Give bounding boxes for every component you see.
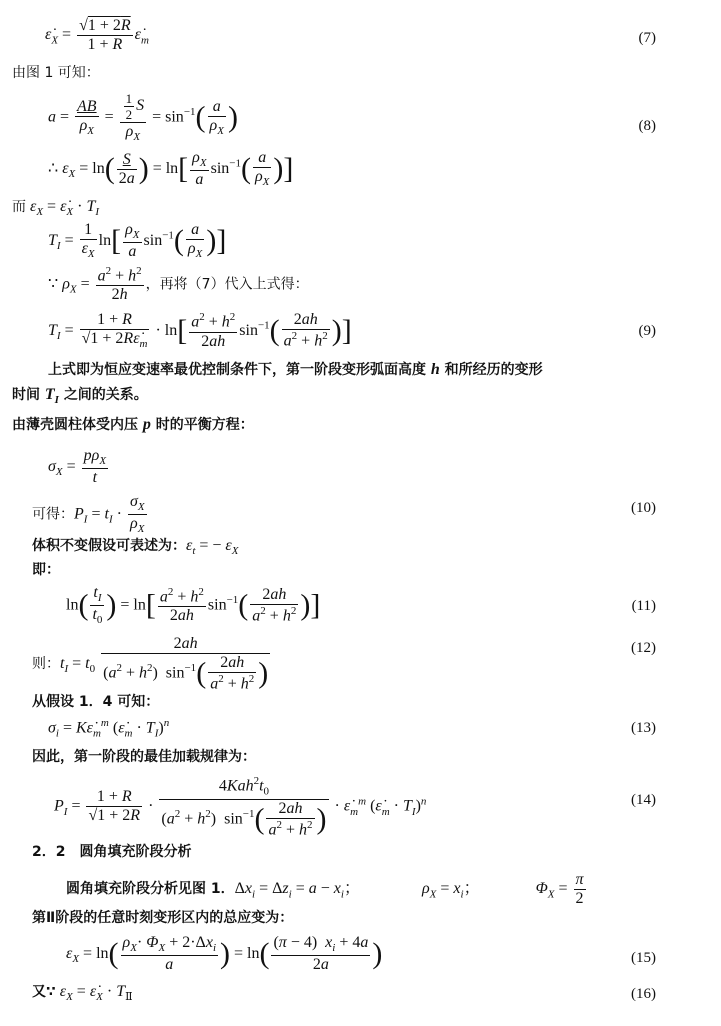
para2b-text: 之间的关系。 [63, 387, 148, 403]
text-ie: 即： [32, 562, 60, 578]
para1b-text: 和所经历的变形 [444, 362, 543, 378]
equation-volume: 体积不变假设可表述为：$\varepsilon_t$ = − $\varepsilon_X$ [32, 537, 239, 558]
text-shell: 由薄壳圆柱体受内压 p 时的平衡方程： [12, 416, 254, 433]
section-heading: 2．2 圆角填充阶段分析 [32, 844, 192, 860]
eq-number-8: (8) [638, 118, 656, 134]
label-then: 则： [32, 655, 60, 672]
equation-15: $\varepsilon_X = \ln$( $\frac{\rho_X\cdot \Phi_X + 2\cdot\Delta x_i}{a}$ ) = ln( $\frac{(\pi - 4) x_i + 4a}{2a}$ ) [66, 934, 383, 974]
label-while: 而 [12, 199, 26, 215]
label-fill: 圆角填充阶段分析见图 1． [66, 881, 235, 898]
equation-7: $\varepsiloṅ_X$ = $\frac{√1 + 2R}{1 + R}$ $\varepsiloṅ_m$ [45, 17, 149, 53]
label-volume: 体积不变假设可表述为： [32, 538, 186, 554]
equation-16: 又∵ $\varepsilon_X$ = $\varepsiloṅ_X \cdot T_Ⅱ$ [32, 983, 133, 1004]
equation-rho: ∵ $\rho_X$ = $\frac{a^2 + h^2}{2h}$ ，再将（7）代入上式得： [48, 265, 309, 304]
label-substitute: ，再将（7）代入上式得： [145, 276, 309, 293]
eq-number-7: (7) [638, 30, 656, 46]
eq-number-14: (14) [631, 792, 656, 808]
equation-14: $P_I$ = $\frac{1 + R}{√1 + 2R}$ · $4Kah^2t_0$ $(a^2 + h^2)$ $\sin^{-1}$( $\frac{2ah}{a^2 + h^2}$ ) · $\varepsiloṅ_m^m$ $(\varepsiloṅ_m \cdot T_I)^n$ [54, 775, 427, 838]
eq-number-12: (12) [631, 640, 656, 656]
equation-10: 可得：$P_I = t_I$ · $\frac{\sigma_X}{\rho_X}$ [32, 493, 145, 536]
equation-TI: $T_I$ = $\frac{1}{\varepsilon_X}$ ln[ $\frac{\rho_X}{a}$ $\sin^{-1}$( $\frac{a}{\rho_X}$ )] [48, 221, 227, 261]
eq-number-15: (15) [631, 950, 656, 966]
equation-12: 则：$t_I = t_0$ 2ah $(a^2 + h^2)$ $\sin^{-1}$( $\frac{2ah}{a^2 + h^2}$ ) [32, 635, 269, 693]
para2a-text: 时间 [12, 387, 40, 403]
equation-while: 而 $\varepsilon_X$ = $\varepsiloṅ_X \cdot T_I$ [12, 198, 100, 219]
eq-number-9: (9) [638, 323, 656, 339]
equation-9: $T_I$ = $\frac{1 + R}{√1 + 2R\varepsiloṅ_m}$ · ln[ $\frac{a^2 + h^2}{2ah}$ $\sin^{-1}$( $\frac{2ah}{a^2 + h^2}$ )] [48, 311, 352, 351]
equation-8b: ∴ $\varepsilon_X = \ln$( $\frac{S}{2a}$ ) = ln[ $\frac{\rho_X}{a}$ $\sin^{-1}$( $\frac{a}{\rho_X}$ )] [48, 149, 294, 189]
equation-fill-stage: 圆角填充阶段分析见图 1．$\Delta x_i = \Delta z_i = a - x_i$； $\rho_X = x_i$； $\Phi_X$ = $\frac{\pi}{2}$ [66, 871, 584, 907]
eq-number-13: (13) [631, 720, 656, 736]
equation-8: a = $\frac{AB}{\rho_X}$ = $\frac{1}{2}$ S $\rho_X$ = $\sin^{-1}$( $\frac{a}{\rho_X}$ ) [48, 91, 238, 144]
text-therefore: 因此，第一阶段的最佳加载规律为： [32, 749, 256, 765]
text-stage2: 第Ⅱ阶段的任意时刻变形区内的总应变为： [32, 910, 294, 926]
eq-number-16: (16) [631, 986, 656, 1002]
paragraph-line-1: 上式即为恒应变速率最优控制条件下，第一阶段变形弧面高度 h 和所经历的变形 [48, 361, 543, 378]
text-assume: 从假设 1．4 可知： [32, 694, 160, 710]
label-again: 又∵ [32, 984, 56, 1000]
equation-11: ln( $\frac{t_I}{t_0}$ ) = ln[ $\frac{a^2 + h^2}{2ah}$ $\sin^{-1}$( $\frac{2ah}{a^2 + h^2}$ )] [66, 584, 321, 627]
equation-13: $\sigma_i$ = $K\varepsiloṅ_m^m$ $(\varepsiloṅ_m \cdot T_I)^n$ [48, 717, 170, 740]
paragraph-line-2: 时间 $T_I$ 之间的关系。 [12, 386, 148, 406]
eq-number-10: (10) [631, 500, 656, 516]
eq-number-11: (11) [631, 598, 656, 614]
text-from-fig: 由图 1 可知： [12, 65, 100, 81]
equation-sigma: $\sigma_X$ = $\frac{p\rho_X}{t}$ [48, 447, 107, 487]
shell-b-text: 时的平衡方程： [155, 417, 254, 433]
shell-text: 由薄壳圆柱体受内压 [12, 417, 138, 433]
para1-text: 上式即为恒应变速率最优控制条件下，第一阶段变形弧面高度 [48, 362, 426, 378]
label-obtain: 可得： [32, 506, 74, 523]
